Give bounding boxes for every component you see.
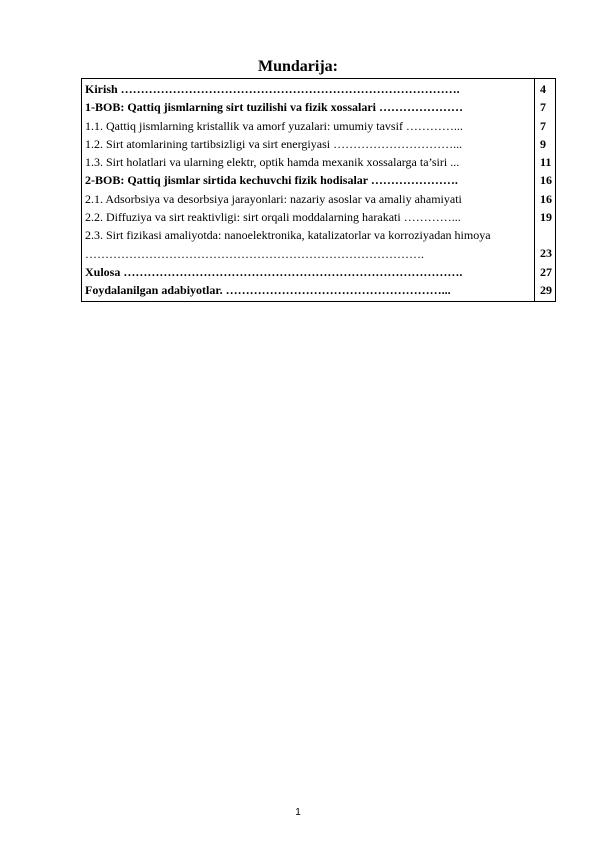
- toc-entry-2-2[interactable]: 2.2. Diffuziya va sirt reaktivligi: sirt orqali moddalarning harakati …………...: [85, 210, 461, 225]
- toc-entry-chapter-1[interactable]: 1-BOB: Qattiq jismlarning sirt tuzilishi va fizik xossalari …………………: [85, 100, 464, 115]
- toc-entry-xulosa[interactable]: Xulosa ………………………………………………………………………….: [85, 264, 463, 279]
- toc-page-number: 16: [540, 191, 552, 206]
- toc-page-number: 11: [540, 155, 552, 170]
- toc-page-number: 7: [540, 100, 546, 115]
- toc-page-number: 19: [540, 210, 552, 225]
- table-of-contents: [81, 78, 556, 302]
- toc-entry-2-3[interactable]: 2.3. Sirt fizikasi amaliyotda: nanoelektronika, katalizatorlar va korroziyadan himoya ………………………………………………………………………….: [85, 228, 491, 261]
- toc-page-number: 29: [540, 283, 552, 298]
- toc-entry-2-1[interactable]: 2.1. Adsorbsiya va desorbsiya jarayonlari: nazariy asoslar va amaliy ahamiyati: [85, 191, 462, 206]
- toc-entries-column: [82, 79, 535, 302]
- page-title: Mundarija:: [258, 58, 338, 75]
- toc-page-number: 16: [540, 173, 552, 188]
- toc-entry-kirish[interactable]: Kirish ………………………………………………………………………….: [85, 82, 460, 96]
- toc-page-number: 9: [540, 136, 546, 151]
- page-number-footer: 1: [295, 807, 301, 818]
- toc-entry-1-2[interactable]: 1.2. Sirt atomlarining tartibsizligi va sirt energiyasi …………………………...: [85, 136, 463, 151]
- toc-page-number: 27: [540, 264, 552, 279]
- toc-entry-1-3[interactable]: 1.3. Sirt holatlari va ularning elektr, optik hamda mexanik xossalarga ta’siri ...: [85, 155, 460, 170]
- toc-page-number: 7: [540, 118, 546, 133]
- toc-pages-column: [535, 79, 556, 302]
- toc-entry-1-1[interactable]: 1.1. Qattiq jismlarning kristallik va amorf yuzalari: umumiy tavsif …………...: [85, 118, 463, 133]
- toc-entry-chapter-2[interactable]: 2-BOB: Qattiq jismlar sirtida kechuvchi fizik hodisalar ………………….: [85, 173, 458, 188]
- toc-page-number: 4: [540, 82, 546, 96]
- toc-entry-references[interactable]: Foydalanilgan adabiyotlar. ………………………………………………...: [85, 283, 451, 298]
- toc-page-number: 23: [540, 246, 552, 261]
